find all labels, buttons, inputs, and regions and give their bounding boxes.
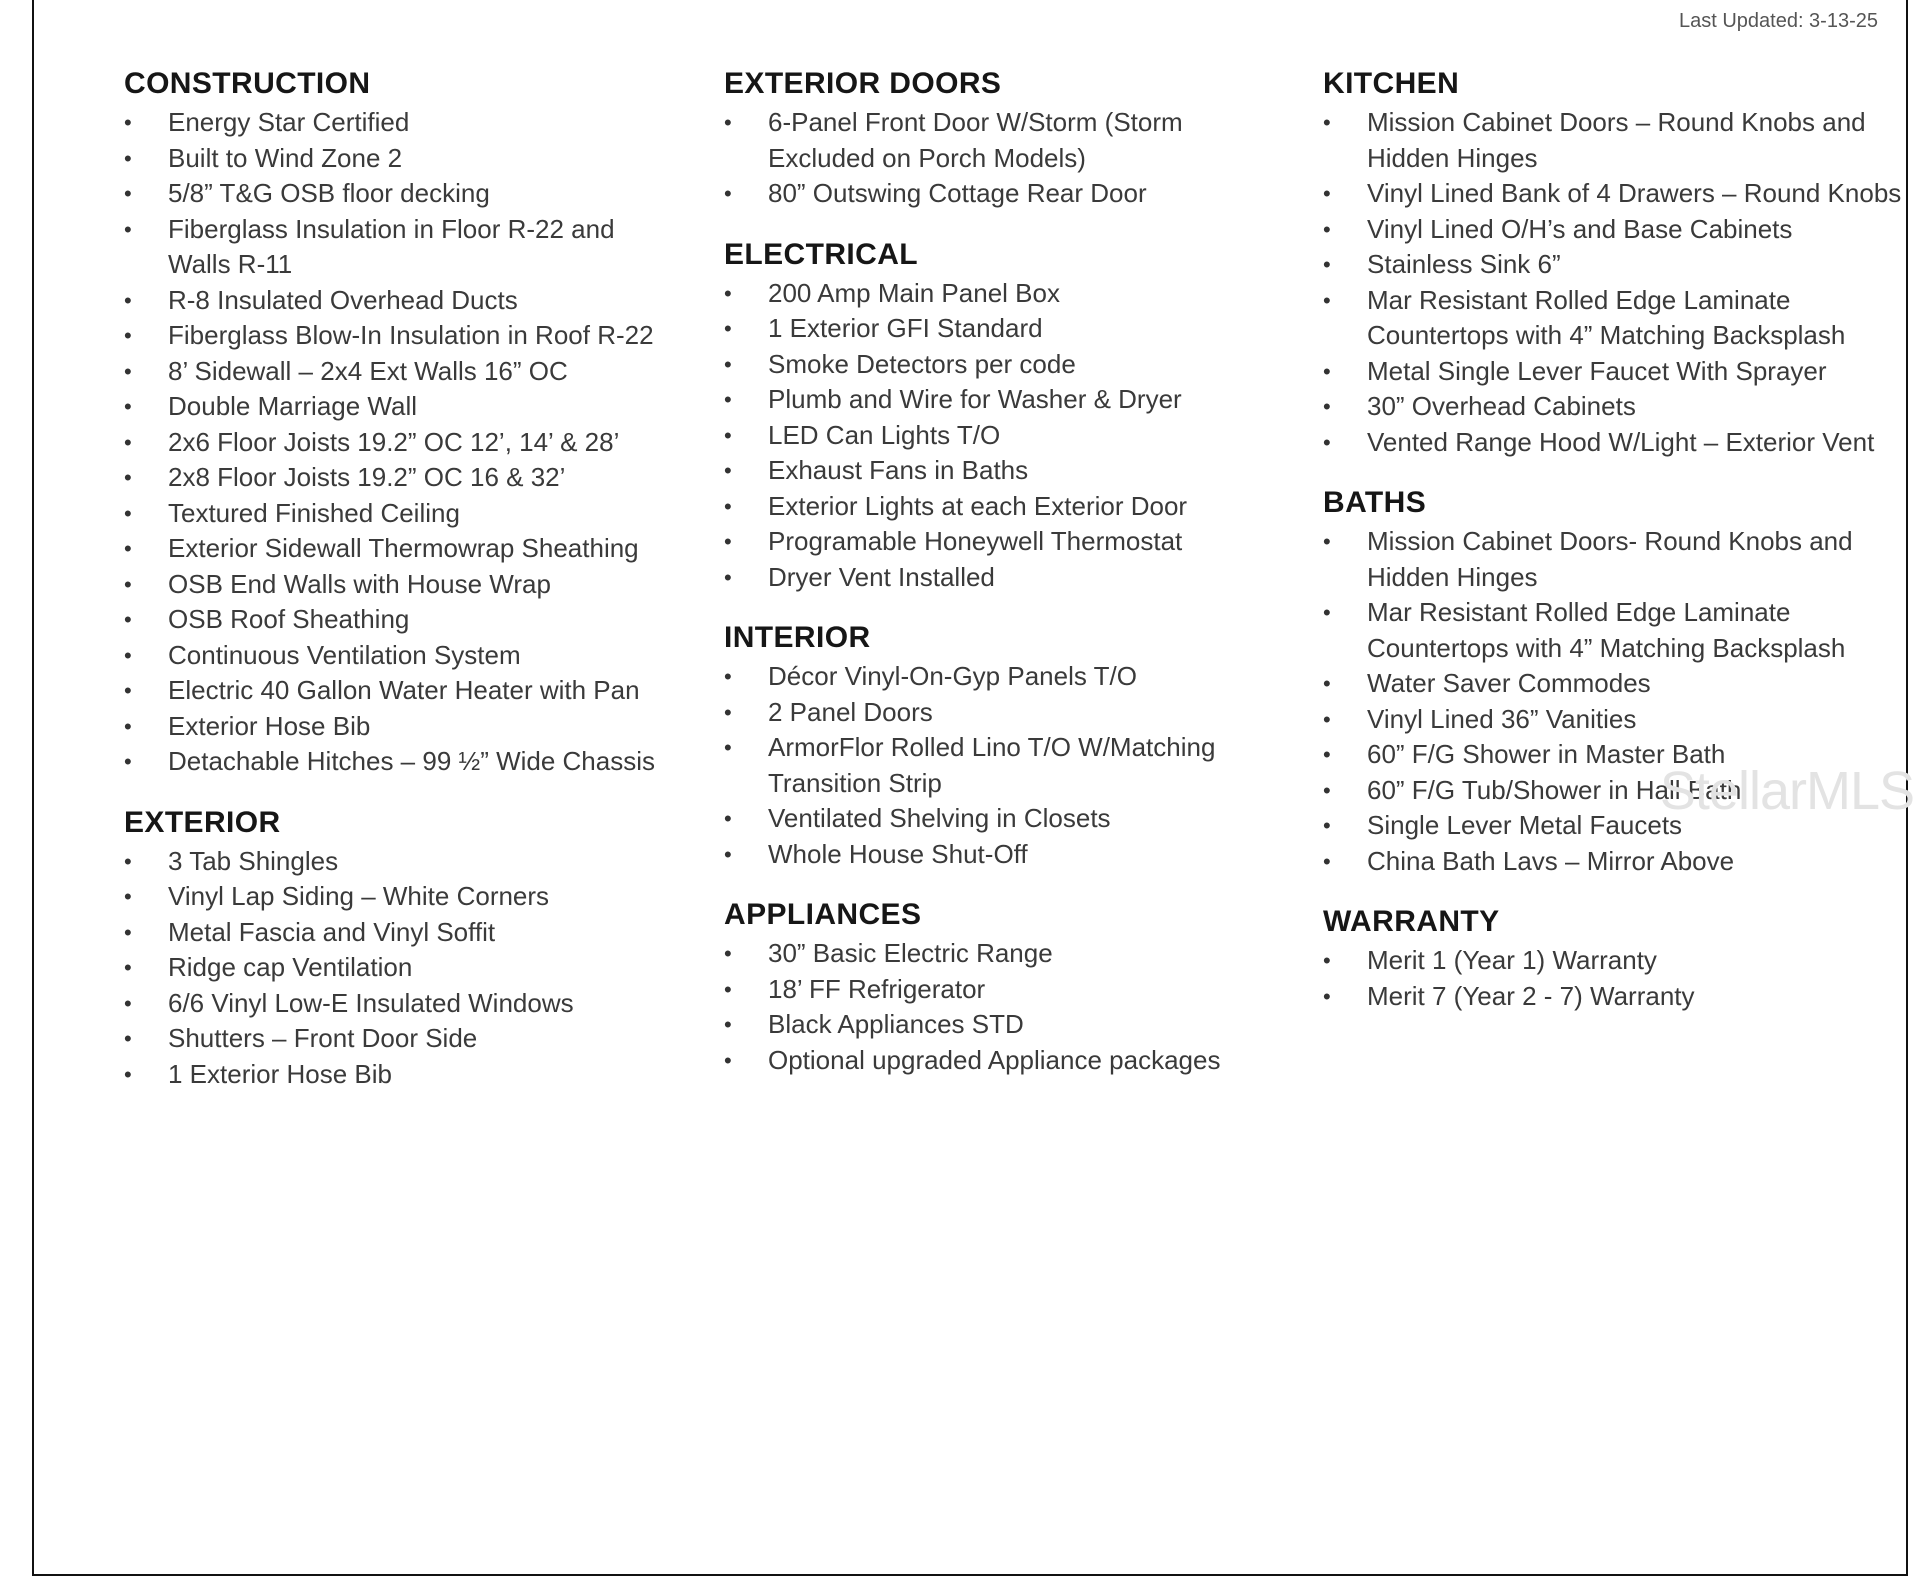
section-heading: EXTERIOR xyxy=(124,805,281,839)
feature-list xyxy=(724,105,1284,212)
feature-item: • Electric 40 Gallon Water Heater with Pan xyxy=(124,673,684,709)
feature-list xyxy=(124,844,684,1093)
feature-item: • 1 Exterior GFI Standard xyxy=(724,311,1284,347)
feature-item: • Smoke Detectors per code xyxy=(724,347,1284,383)
feature-item: • Double Marriage Wall xyxy=(124,389,684,425)
feature-item: • 18’ FF Refrigerator xyxy=(724,972,1284,1008)
feature-item: • 30” Overhead Cabinets xyxy=(1323,389,1913,425)
feature-item: • 60” F/G Tub/Shower in Hall Bath xyxy=(1323,773,1913,809)
column-left xyxy=(124,65,684,1116)
feature-item: • Exterior Lights at each Exterior Door xyxy=(724,489,1284,525)
feature-item: • 8’ Sidewall – 2x4 Ext Walls 16” OC xyxy=(124,354,684,390)
feature-item: • Shutters – Front Door Side xyxy=(124,1021,684,1057)
feature-item: • Merit 1 (Year 1) Warranty xyxy=(1323,943,1913,979)
feature-item: • Fiberglass Insulation in Floor R-22 and Walls R-11 xyxy=(124,212,684,283)
spec-sheet-page xyxy=(32,0,1908,1576)
feature-item: • Programable Honeywell Thermostat xyxy=(724,524,1284,560)
section-heading: ELECTRICAL xyxy=(724,237,918,271)
feature-item: • LED Can Lights T/O xyxy=(724,418,1284,454)
feature-item: • Textured Finished Ceiling xyxy=(124,496,684,532)
feature-item: • Merit 7 (Year 2 - 7) Warranty xyxy=(1323,979,1913,1015)
feature-item: • Continuous Ventilation System xyxy=(124,638,684,674)
feature-item: • Vinyl Lap Siding – White Corners xyxy=(124,879,684,915)
feature-item: • R-8 Insulated Overhead Ducts xyxy=(124,283,684,319)
feature-item: • Water Saver Commodes xyxy=(1323,666,1913,702)
feature-list xyxy=(724,276,1284,596)
feature-item: • 60” F/G Shower in Master Bath xyxy=(1323,737,1913,773)
feature-list xyxy=(724,936,1284,1078)
feature-item: • Exterior Sidewall Thermowrap Sheathing xyxy=(124,531,684,567)
section-heading: APPLIANCES xyxy=(724,898,922,931)
feature-list xyxy=(1323,943,1913,1014)
feature-item: • China Bath Lavs – Mirror Above xyxy=(1323,844,1913,880)
feature-item: • 30” Basic Electric Range xyxy=(724,936,1284,972)
section-heading: BATHS xyxy=(1323,486,1427,519)
feature-item: • 80” Outswing Cottage Rear Door xyxy=(724,176,1284,212)
feature-item: • Ridge cap Ventilation xyxy=(124,950,684,986)
feature-item: • Décor Vinyl-On-Gyp Panels T/O xyxy=(724,659,1284,695)
section-electrical xyxy=(724,236,1284,596)
feature-item: • Metal Single Lever Faucet With Sprayer xyxy=(1323,354,1913,390)
feature-item: • OSB End Walls with House Wrap xyxy=(124,567,684,603)
section-appliances xyxy=(724,896,1284,1078)
feature-item: • Metal Fascia and Vinyl Soffit xyxy=(124,915,684,951)
feature-item: • 1 Exterior Hose Bib xyxy=(124,1057,684,1093)
feature-item: • 6-Panel Front Door W/Storm (Storm Excluded on Porch Models) xyxy=(724,105,1284,176)
feature-item: • Fiberglass Blow-In Insulation in Roof R-22 xyxy=(124,318,684,354)
feature-item: • Whole House Shut-Off xyxy=(724,837,1284,873)
feature-list xyxy=(1323,524,1913,879)
section-heading: CONSTRUCTION xyxy=(124,67,371,100)
feature-list xyxy=(1323,105,1913,460)
section-heading: KITCHEN xyxy=(1323,67,1460,100)
feature-item: • Mar Resistant Rolled Edge Laminate Countertops with 4” Matching Backsplash xyxy=(1323,595,1913,666)
feature-item: • Energy Star Certified xyxy=(124,105,684,141)
feature-item: • Dryer Vent Installed xyxy=(724,560,1284,596)
last-updated-label: Last Updated: 3-13-25 xyxy=(1678,10,1878,32)
section-kitchen xyxy=(1323,65,1913,460)
feature-item: • Vented Range Hood W/Light – Exterior Vent xyxy=(1323,425,1913,461)
column-right xyxy=(1323,65,1913,1038)
feature-item: • Single Lever Metal Faucets xyxy=(1323,808,1913,844)
feature-item: • Vinyl Lined 36” Vanities xyxy=(1323,702,1913,738)
feature-item: • 5/8” T&G OSB floor decking xyxy=(124,176,684,212)
feature-item: • Ventilated Shelving in Closets xyxy=(724,801,1284,837)
feature-item: • 2 Panel Doors xyxy=(724,695,1284,731)
section-exterior-doors xyxy=(724,65,1284,212)
feature-list xyxy=(724,659,1284,872)
feature-item: • Mission Cabinet Doors – Round Knobs and Hidden Hinges xyxy=(1323,105,1913,176)
feature-item: • 3 Tab Shingles xyxy=(124,844,684,880)
feature-item: • Optional upgraded Appliance packages xyxy=(724,1043,1284,1079)
section-heading: WARRANTY xyxy=(1323,905,1500,938)
section-warranty xyxy=(1323,903,1913,1014)
feature-item: • Exhaust Fans in Baths xyxy=(724,453,1284,489)
section-exterior xyxy=(124,804,684,1093)
feature-item: • Vinyl Lined O/H’s and Base Cabinets xyxy=(1323,212,1913,248)
feature-item: • Plumb and Wire for Washer & Dryer xyxy=(724,382,1284,418)
feature-item: • Vinyl Lined Bank of 4 Drawers – Round Knobs xyxy=(1323,176,1913,212)
section-interior xyxy=(724,619,1284,872)
section-heading: EXTERIOR DOORS xyxy=(724,67,1002,100)
feature-item: • Detachable Hitches – 99 ½” Wide Chassis xyxy=(124,744,684,780)
feature-item: • Built to Wind Zone 2 xyxy=(124,141,684,177)
feature-item: • Stainless Sink 6” xyxy=(1323,247,1913,283)
feature-item: • Black Appliances STD xyxy=(724,1007,1284,1043)
column-middle xyxy=(724,65,1284,1102)
feature-item: • 2x6 Floor Joists 19.2” OC 12’, 14’ & 28’ xyxy=(124,425,684,461)
feature-item: • 200 Amp Main Panel Box xyxy=(724,276,1284,312)
stellar-mls-watermark: StellarMLS xyxy=(1659,761,1914,821)
feature-item: • Mar Resistant Rolled Edge Laminate Countertops with 4” Matching Backsplash xyxy=(1323,283,1913,354)
feature-item: • ArmorFlor Rolled Lino T/O W/Matching Transition Strip xyxy=(724,730,1284,801)
feature-item: • 6/6 Vinyl Low-E Insulated Windows xyxy=(124,986,684,1022)
section-construction xyxy=(124,65,684,780)
feature-item: • Mission Cabinet Doors- Round Knobs and Hidden Hinges xyxy=(1323,524,1913,595)
feature-item: • 2x8 Floor Joists 19.2” OC 16 & 32’ xyxy=(124,460,684,496)
feature-item: • OSB Roof Sheathing xyxy=(124,602,684,638)
feature-list xyxy=(124,105,684,780)
feature-item: • Exterior Hose Bib xyxy=(124,709,684,745)
section-heading: INTERIOR xyxy=(724,621,871,654)
